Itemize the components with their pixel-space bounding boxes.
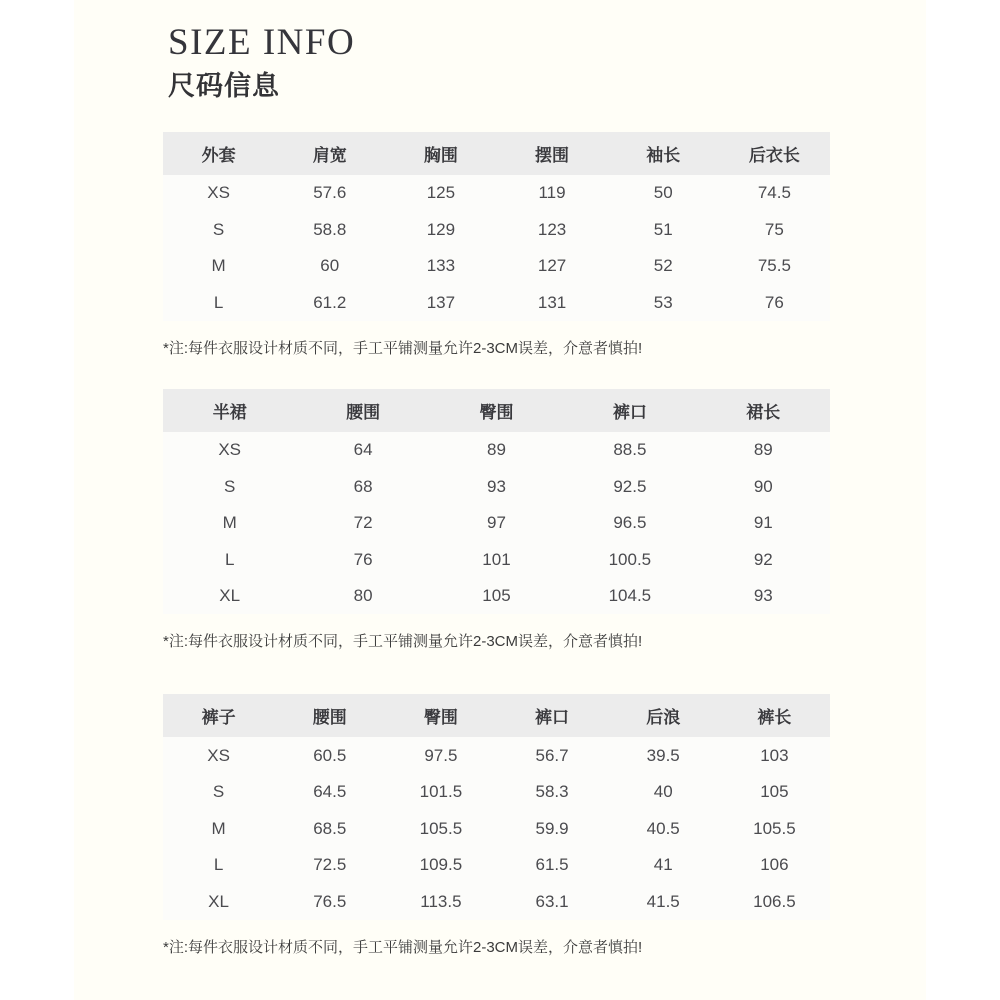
measurement-cell: 127	[537, 256, 567, 276]
size-tables-container	[74, 132, 926, 958]
table-row	[163, 883, 830, 920]
table-row	[163, 847, 830, 884]
measurement-cell: 58.8	[313, 219, 347, 239]
table-row	[163, 774, 830, 811]
column-header: 臀围	[423, 708, 458, 728]
measurement-cell: 119	[538, 183, 566, 203]
measurement-cell: 96.5	[613, 513, 647, 533]
measurement-cell: 53	[653, 292, 673, 312]
measurement-cell: 40.5	[646, 818, 680, 838]
column-header: 摆围	[535, 145, 570, 165]
size-section-jacket	[163, 132, 830, 359]
size-label: L	[213, 292, 224, 312]
measurement-cell: 63.1	[535, 891, 569, 911]
size-label: S	[212, 782, 225, 802]
measurement-note: *注:每件衣服设计材质不同，手工平铺测量允许2-3CM误差，介意者慎拍!	[163, 339, 643, 357]
column-header: 肩宽	[312, 145, 347, 165]
measurement-cell: 60.5	[313, 745, 347, 765]
measurement-cell: 89	[487, 440, 506, 460]
measurement-cell: 76.5	[313, 891, 347, 911]
measurement-cell: 39.5	[646, 745, 680, 765]
measurement-cell: 100.5	[608, 549, 652, 569]
size-label: XS	[218, 440, 242, 460]
measurement-cell: 97	[487, 513, 506, 533]
size-label: L	[224, 549, 235, 569]
measurement-cell: 76	[764, 292, 784, 312]
table-row	[163, 432, 830, 469]
measurement-cell: 105.5	[753, 818, 796, 838]
size-label: XS	[207, 745, 230, 765]
measurement-cell: 133	[426, 256, 456, 276]
measurement-cell: 104.5	[608, 586, 652, 606]
measurement-cell: 75.5	[757, 256, 791, 276]
measurement-cell: 90	[753, 476, 773, 496]
measurement-cell: 92	[753, 549, 773, 569]
table-row	[163, 737, 830, 774]
measurement-cell: 41.5	[646, 891, 680, 911]
table-row	[163, 468, 830, 505]
measurement-cell: 109.5	[419, 855, 463, 875]
column-header: 裙长	[746, 402, 781, 422]
measurement-cell: 101	[482, 549, 511, 569]
size-label: M	[222, 513, 237, 533]
measurement-cell: 58.3	[535, 782, 569, 802]
size-info-page	[74, 0, 926, 1000]
table-row	[163, 810, 830, 847]
measurement-cell: 76	[353, 549, 373, 569]
column-header: 后衣长	[748, 145, 800, 165]
measurement-cell: 41	[653, 855, 673, 875]
measurement-cell: 72.5	[313, 855, 347, 875]
size-section-pants	[163, 694, 830, 958]
measurement-cell: 105	[760, 782, 789, 802]
column-header: 裤口	[612, 402, 647, 422]
measurement-cell: 106.5	[753, 891, 796, 911]
measurement-cell: 52	[653, 256, 673, 276]
size-label: S	[224, 476, 236, 496]
column-header: 腰围	[312, 708, 347, 728]
page-subtitle: 尺码信息	[168, 70, 280, 101]
page-header	[168, 22, 926, 102]
measurement-cell: 106	[760, 855, 789, 875]
measurement-cell: 97.5	[424, 745, 458, 765]
category-header: 裤子	[201, 708, 236, 728]
measurement-cell: 40	[653, 782, 673, 802]
column-header: 后浪	[646, 708, 681, 728]
size-label: M	[211, 256, 226, 276]
table-row	[163, 505, 830, 542]
measurement-cell: 75	[764, 219, 784, 239]
measurement-note: *注:每件衣服设计材质不同，手工平铺测量允许2-3CM误差，介意者慎拍!	[163, 938, 643, 956]
size-section-skirt	[163, 389, 830, 653]
category-header: 半裙	[212, 402, 247, 422]
size-label: XS	[207, 183, 230, 203]
header-row	[163, 694, 830, 737]
size-label: L	[213, 855, 224, 875]
measurement-cell: 64	[353, 440, 373, 460]
measurement-cell: 61.5	[535, 855, 569, 875]
measurement-cell: 88.5	[613, 440, 647, 460]
size-label: XL	[219, 586, 241, 606]
column-header: 裤口	[535, 708, 570, 728]
measurement-cell: 93	[487, 476, 506, 496]
measurement-note: *注:每件衣服设计材质不同，手工平铺测量允许2-3CM误差，介意者慎拍!	[163, 633, 643, 651]
header-row	[163, 389, 830, 432]
measurement-cell: 93	[753, 586, 773, 606]
measurement-cell: 103	[760, 745, 789, 765]
measurement-cell: 113.5	[420, 891, 462, 911]
size-table-jacket	[163, 132, 830, 321]
measurement-cell: 125	[426, 183, 456, 203]
measurement-cell: 51	[653, 219, 673, 239]
measurement-cell: 80	[353, 586, 373, 606]
measurement-cell: 129	[426, 219, 456, 239]
column-header: 裤长	[757, 708, 792, 728]
size-label: S	[212, 219, 225, 239]
column-header: 袖长	[646, 145, 681, 165]
measurement-cell: 137	[426, 292, 456, 312]
table-row	[163, 175, 830, 212]
measurement-cell: 57.6	[313, 183, 347, 203]
column-header: 腰围	[346, 402, 381, 422]
measurement-cell: 123	[537, 219, 567, 239]
column-header: 臀围	[479, 402, 514, 422]
measurement-cell: 131	[537, 292, 567, 312]
column-header: 胸围	[423, 145, 458, 165]
measurement-cell: 68.5	[313, 818, 347, 838]
measurement-cell: 105	[482, 586, 511, 606]
page-title: SIZE INFO	[168, 22, 356, 63]
measurement-cell: 50	[653, 183, 673, 203]
header-row	[163, 132, 830, 175]
category-header: 外套	[201, 145, 236, 165]
measurement-cell: 91	[753, 513, 773, 533]
size-table-skirt	[163, 389, 830, 615]
table-row	[163, 211, 830, 248]
size-label: XL	[208, 891, 229, 911]
table-row	[163, 284, 830, 321]
measurement-cell: 68	[353, 476, 373, 496]
size-label: M	[211, 818, 226, 838]
measurement-cell: 60	[320, 256, 340, 276]
size-table-pants	[163, 694, 830, 920]
measurement-cell: 74.5	[757, 183, 791, 203]
measurement-cell: 92.5	[613, 476, 647, 496]
table-row	[163, 578, 830, 615]
measurement-cell: 59.9	[535, 818, 569, 838]
table-row	[163, 541, 830, 578]
measurement-cell: 105.5	[419, 818, 463, 838]
measurement-cell: 72	[353, 513, 373, 533]
table-row	[163, 248, 830, 285]
measurement-cell: 56.7	[535, 745, 569, 765]
measurement-cell: 61.2	[313, 292, 347, 312]
measurement-cell: 64.5	[313, 782, 347, 802]
measurement-cell: 101.5	[419, 782, 463, 802]
measurement-cell: 89	[753, 440, 773, 460]
